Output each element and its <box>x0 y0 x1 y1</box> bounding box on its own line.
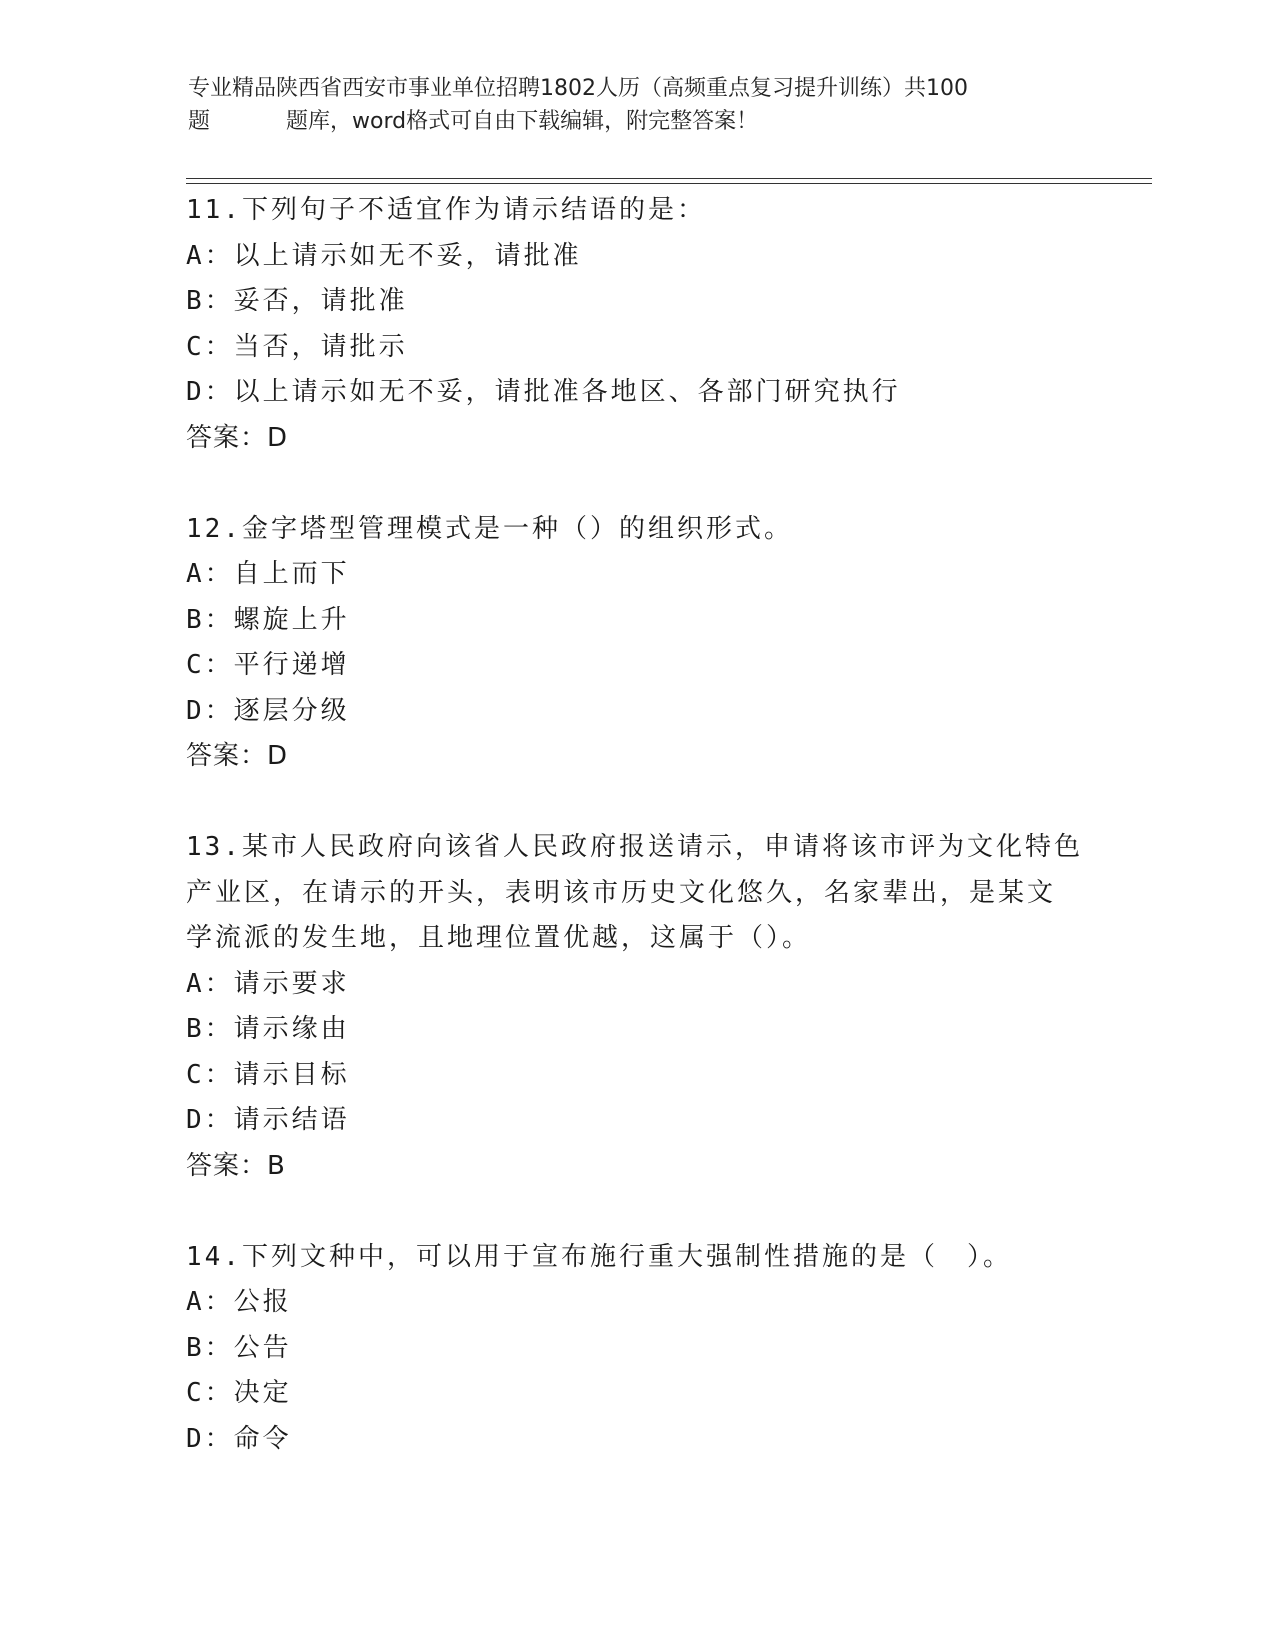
answer-line: 答案：D <box>186 741 289 771</box>
header-title-line-1: 专业精品陕西省西安市事业单位招聘1802人历（高频重点复习提升训练）共100 <box>188 76 968 101</box>
question-stem-line: 产业区，在请示的开头，表明该市历史文化悠久，名家辈出，是某文 <box>186 877 1057 908</box>
question-14 <box>186 1235 1086 1463</box>
header-divider-bottom <box>186 183 1152 184</box>
option-d: D：以上请示如无不妥，请批准各地区、各部门研究执行 <box>186 377 901 407</box>
header-title-line-2-left: 题 <box>188 109 211 134</box>
option-a: A：以上请示如无不妥，请批准 <box>186 240 582 271</box>
question-list <box>186 188 1086 1462</box>
header-divider-top <box>186 178 1152 179</box>
question-stem <box>186 825 1083 962</box>
option-a: A：自上而下 <box>186 559 350 589</box>
option-b: B：妥否，请批准 <box>186 286 408 316</box>
question-stem <box>186 1235 1076 1281</box>
header-title-line-2-right: 题库，word格式可自由下载编辑，附完整答案！ <box>286 109 759 134</box>
option-b: B：公告 <box>186 1332 292 1363</box>
option-d: D：请示结语 <box>186 1105 350 1135</box>
question-13 <box>186 825 1086 1189</box>
answer-line: 答案：B <box>186 1150 286 1181</box>
option-c: C：平行递增 <box>186 650 350 680</box>
option-c: C：请示目标 <box>186 1059 350 1090</box>
option-a: A：请示要求 <box>186 968 350 999</box>
option-c: C：当否，请批示 <box>186 331 408 362</box>
answer-line: 答案：D <box>186 422 289 453</box>
question-stem <box>186 188 1076 234</box>
option-a: A：公报 <box>186 1287 292 1317</box>
question-12 <box>186 507 1086 780</box>
option-d: D：命令 <box>186 1423 292 1454</box>
header-title-line-2 <box>188 105 1088 138</box>
option-c: C：决定 <box>186 1378 292 1408</box>
question-stem-line: 12.金字塔型管理模式是一种（）的组织形式。 <box>186 513 793 544</box>
question-stem-line: 学流派的发生地，且地理位置优越，这属于（）。 <box>186 923 812 953</box>
option-d: D：逐层分级 <box>186 695 350 726</box>
question-stem-line: 13.某市人民政府向该省人民政府报送请示，申请将该市评为文化特色 <box>186 832 1083 862</box>
option-b: B：请示缘由 <box>186 1014 350 1044</box>
question-11 <box>186 188 1086 461</box>
question-stem-line: 14.下列文种中，可以用于宣布施行重大强制性措施的是（ ）。 <box>186 1241 1012 1272</box>
question-stem-line: 11.下列句子不适宜作为请示结语的是： <box>186 195 706 225</box>
option-b: B：螺旋上升 <box>186 604 350 635</box>
question-stem <box>186 507 1076 553</box>
document-header <box>188 72 1088 138</box>
